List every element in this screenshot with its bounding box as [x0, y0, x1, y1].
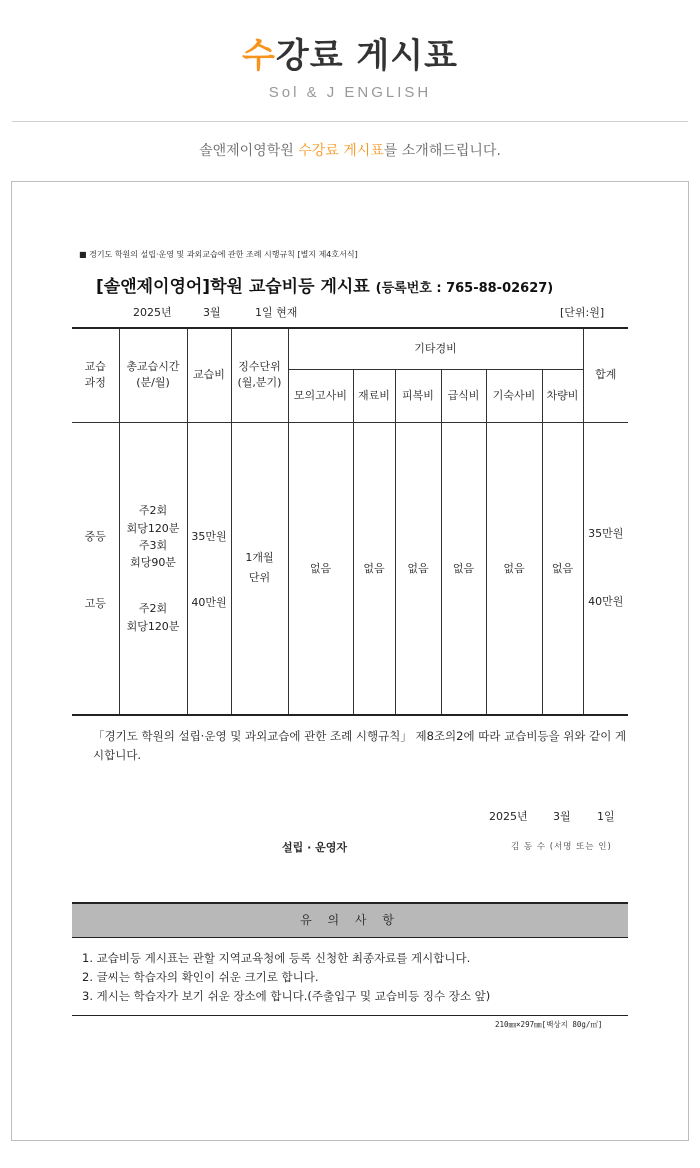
header-meals: 급식비	[441, 369, 486, 422]
header-clothing: 피복비	[395, 369, 441, 422]
header-vehicle: 차량비	[542, 369, 583, 422]
page-title-accent: 수	[242, 36, 276, 76]
intro-before: 솔앤제이영학원	[199, 143, 299, 159]
header-materials: 재료비	[353, 369, 395, 422]
total-high: 40만원	[588, 594, 624, 608]
materials-value: 없음	[353, 422, 395, 715]
header-fee: 교습비	[187, 328, 231, 422]
caution-item: 3. 게시는 학습자가 보기 쉬운 장소에 합니다.(주출입구 및 교습비등 징수 장소 앞)	[82, 989, 491, 1003]
intro-text	[0, 140, 700, 160]
owner-signature: 김 동 수 (서명 또는 인)	[511, 842, 612, 852]
fee-high: 40만원	[191, 595, 227, 609]
time-line-3: 주3회	[138, 538, 168, 552]
document-title-text: [솔앤제이영어]학원 교습비등 게시표	[96, 277, 370, 297]
fee-table	[72, 327, 628, 716]
date-year: 2025년	[133, 306, 172, 319]
course-middle: 중등	[84, 529, 106, 543]
fee-cell	[187, 422, 231, 715]
unit-label: [단위:원]	[560, 306, 605, 319]
vehicle-value: 없음	[542, 422, 583, 715]
collect-unit-cell: 1개월 단위	[231, 422, 288, 715]
intro-accent: 수강료 게시표	[298, 143, 384, 159]
paper-spec: 210㎜×297㎜[백상지 80g/㎡]	[495, 1020, 603, 1029]
course-cell	[72, 422, 119, 715]
header-total: 합계	[583, 328, 628, 422]
caution-item: 2. 글씨는 학습자의 확인이 쉬운 크기로 합니다.	[82, 970, 319, 984]
course-high: 고등	[84, 596, 106, 610]
caution-list	[82, 949, 490, 1006]
caution-heading: 유 의 사 항	[72, 902, 628, 938]
date-month: 3월	[203, 306, 221, 319]
header-dormitory: 기숙사비	[486, 369, 542, 422]
time-line-6: 회당120분	[126, 619, 180, 633]
header-divider	[12, 121, 688, 122]
header-collect-unit: 징수단위 (월,분기)	[231, 328, 288, 422]
total-middle: 35만원	[588, 526, 624, 540]
meals-value: 없음	[441, 422, 486, 715]
page-title	[0, 34, 700, 78]
fee-middle: 35만원	[191, 529, 227, 543]
total-cell	[583, 422, 628, 715]
founder-label: 설립 · 운영자	[282, 841, 347, 854]
document-title	[96, 272, 553, 297]
total-time-cell	[119, 422, 187, 715]
date-day: 1일 현재	[255, 306, 298, 319]
clothing-value: 없음	[395, 422, 441, 715]
header-total-time: 총교습시간 (분/월)	[119, 328, 187, 422]
page-title-rest: 강료 게시표	[275, 36, 458, 76]
time-line-2: 회당120분	[126, 521, 180, 535]
sign-month: 3월	[553, 810, 571, 823]
header-other-costs: 기타경비	[288, 328, 583, 369]
intro-after: 를 소개해드립니다.	[383, 143, 501, 159]
time-line-1: 주2회	[138, 503, 168, 517]
header-mock-exam: 모의고사비	[288, 369, 353, 422]
registration-number: (등록번호 : 765-88-02627)	[375, 281, 554, 296]
dormitory-value: 없음	[486, 422, 542, 715]
header-course: 교습 과정	[72, 328, 119, 422]
time-line-4: 회당90분	[130, 555, 176, 569]
notice-statement: 「경기도 학원의 설립·운영 및 과외교습에 관한 조례 시행규칙」 제8조의2에 따라 교습비등을 위와 같이 게시합니다.	[93, 729, 627, 762]
bottom-divider	[72, 1015, 628, 1016]
regulation-reference: ■ 경기도 학원의 설립·운영 및 과외교습에 관한 조례 시행규칙 [별지 제4호서식]	[79, 250, 358, 259]
mock-exam-value: 없음	[288, 422, 353, 715]
sign-year: 2025년	[489, 810, 528, 823]
caution-item: 1. 교습비등 게시표는 관할 지역교육청에 등록 신청한 최종자료를 게시합니다.	[82, 951, 471, 965]
time-line-5: 주2회	[138, 601, 168, 615]
sign-day: 1일	[597, 810, 615, 823]
brand-subtitle: Sol & J ENGLISH	[268, 84, 432, 101]
